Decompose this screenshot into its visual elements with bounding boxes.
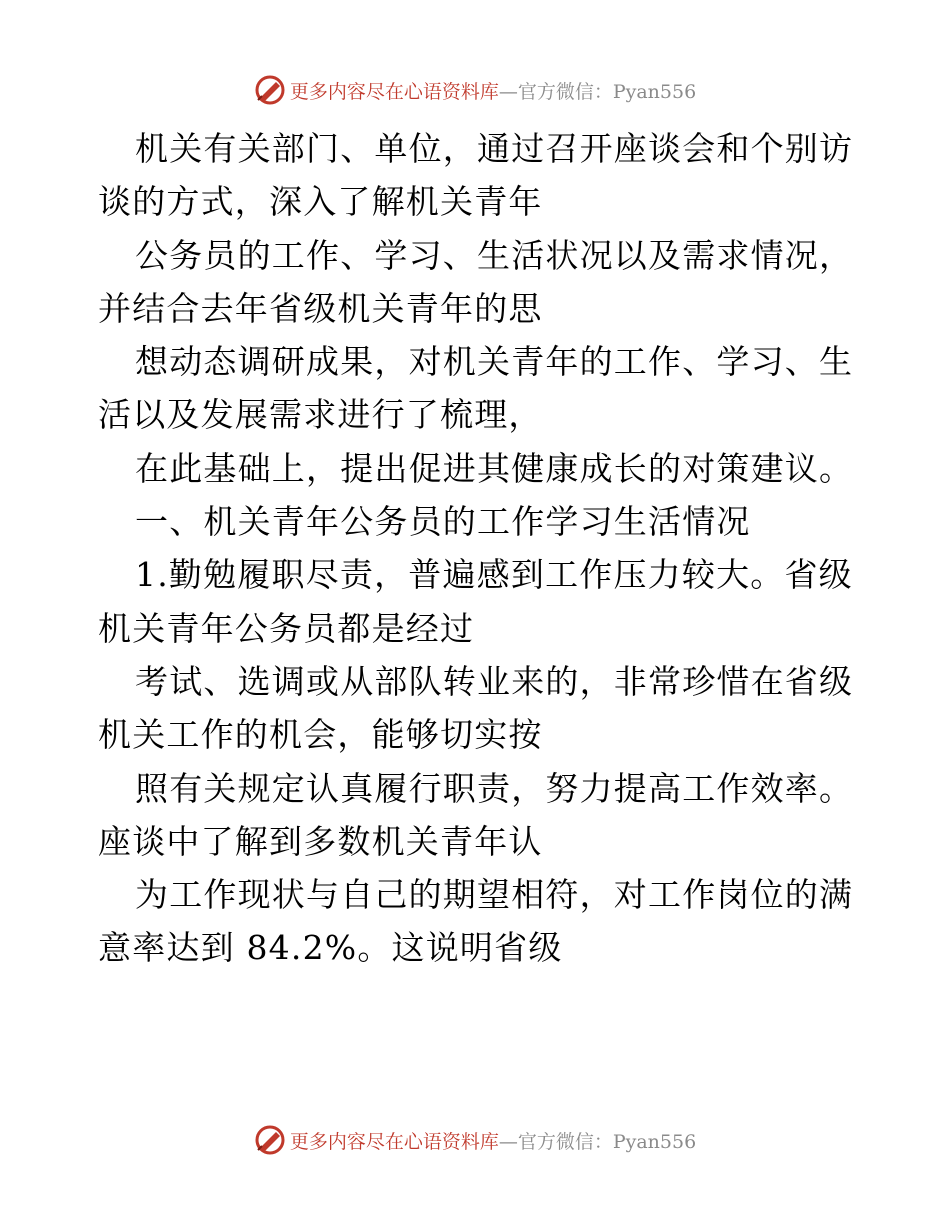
text-line: 考试、选调或从部队转业来的，非常珍惜在省级 [135,661,854,701]
header-banner [0,70,950,110]
banner-text [290,1127,696,1154]
text-line: 在此基础上，提出促进其健康成长的对策建议。 [135,448,854,488]
text-line: 机关有关部门、单位，通过召开座谈会和个别访 [135,129,854,168]
text-line: 机关青年公务员都是经过 [98,608,475,648]
text-line: 意率达到 84.2%。这说明省级 [98,928,563,968]
banner-wechat: —官方微信：Pyan556 [498,1130,697,1153]
banner-text [290,77,696,104]
text-line: 想动态调研成果，对机关青年的工作、学习、生 [135,342,854,382]
text-line: 照有关规定认真履行职责，努力提高工作效率。 [135,768,854,808]
text-line: 座谈中了解到多数机关青年认 [98,821,543,861]
text-line: 活以及发展需求进行了梳理， [98,395,543,435]
banner-wechat: —官方微信：Pyan556 [498,80,697,103]
text-line: 为工作现状与自己的期望相符，对工作岗位的满 [135,875,854,915]
text-line: 并结合去年省级机关青年的思 [98,288,543,328]
text-line: 谈的方式，深入了解机关青年 [98,182,543,222]
text-line: 1.勤勉履职尽责，普遍感到工作压力较大。省级 [135,555,853,595]
section-heading: 一、机关青年公务员的工作学习生活情况 [135,502,751,542]
banner-site-name: 更多内容尽在心语资料库 [289,1130,499,1153]
banner-site-name: 更多内容尽在心语资料库 [289,80,499,103]
pen-circle-logo-icon [254,1124,286,1156]
text-line: 公务员的工作、学习、生活状况以及需求情况， [135,235,854,275]
text-line: 机关工作的机会，能够切实按 [98,715,543,755]
document-body [98,122,858,975]
pen-circle-logo-icon [254,74,286,106]
footer-banner [0,1120,950,1160]
